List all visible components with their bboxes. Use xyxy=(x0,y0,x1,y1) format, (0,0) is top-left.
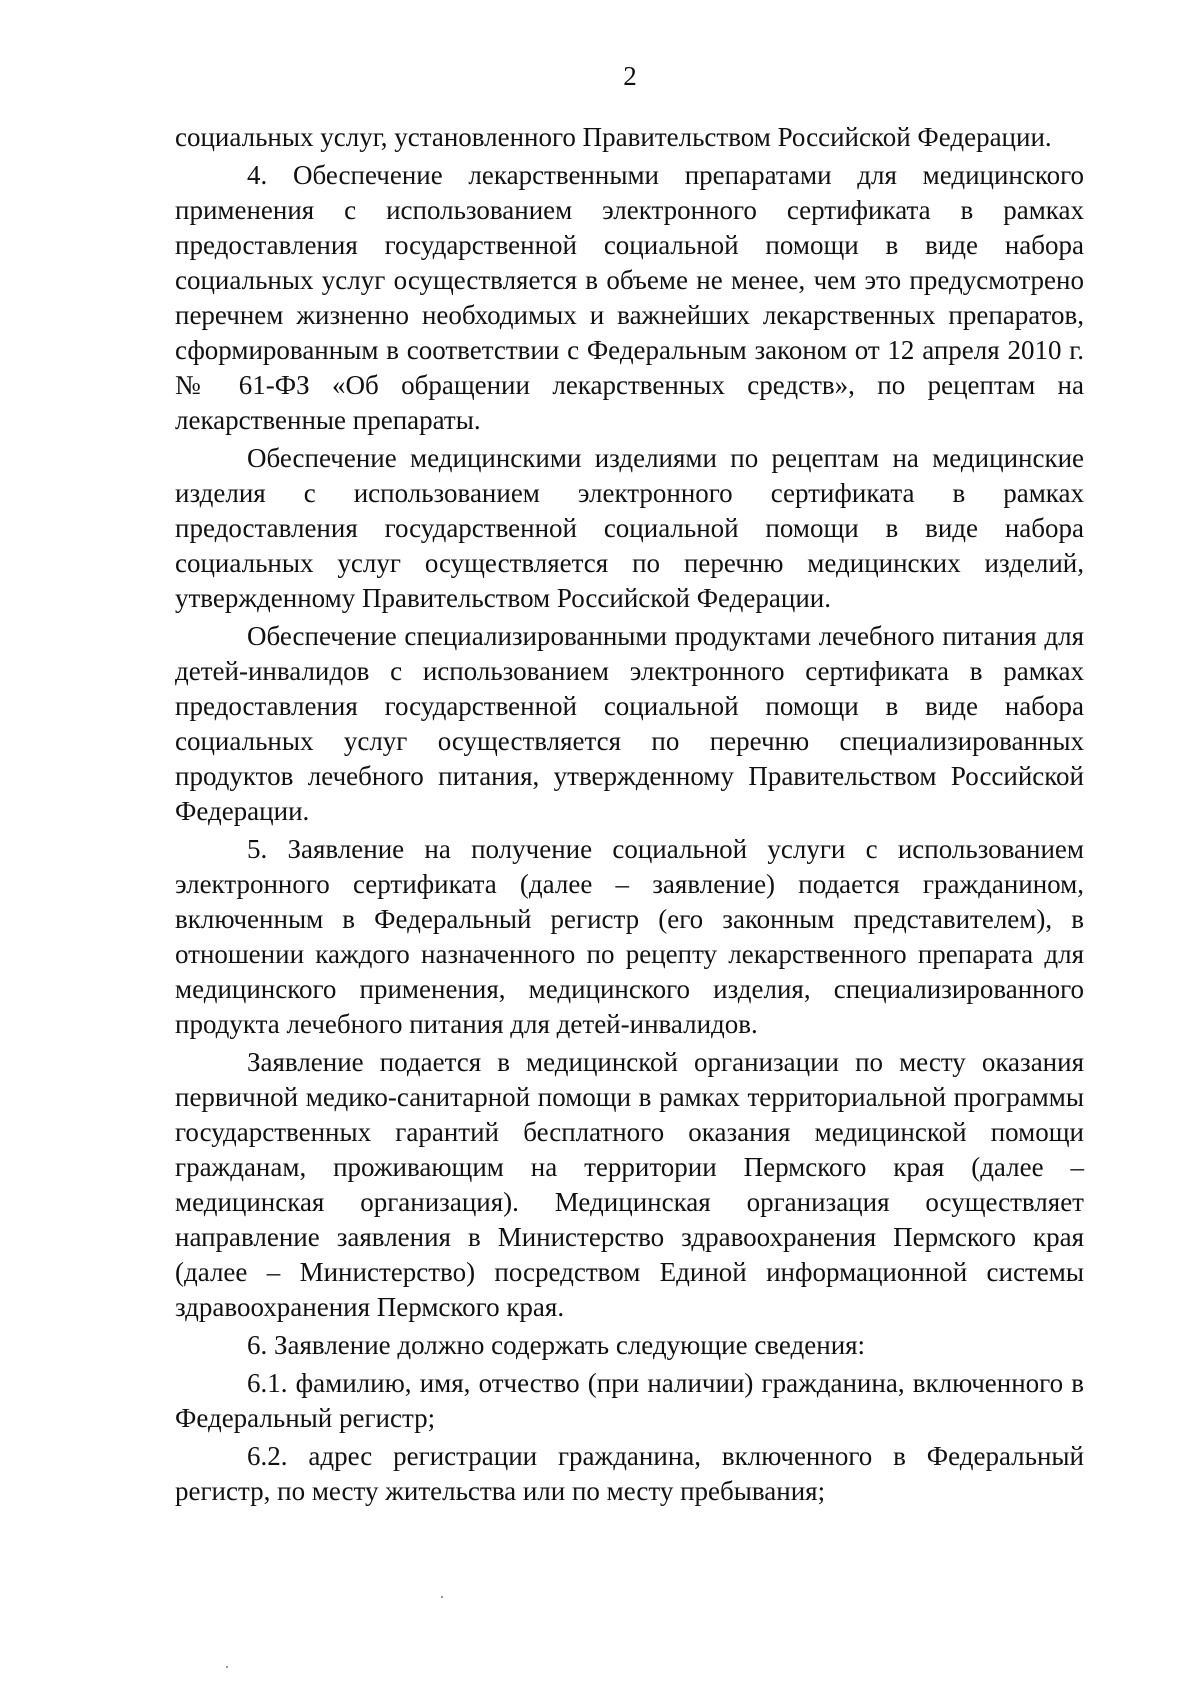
document-body xyxy=(175,120,1084,1512)
page-number: 2 xyxy=(623,61,637,91)
paragraph-nutrition-products: Обеспечение специализированными продуктами лечебного питания для детей-инвалидов с использованием электронного сертификата в рамках предоставления государственной социальной помощи в виде набора социальных услуг осуществляется по перечню специализированных продуктов лечебного питания, утвержденному Правительством Российской Федерации. xyxy=(175,621,1084,826)
paragraph-item-5: 5. Заявление на получение социальной услуги с использованием электронного сертификата (далее – заявление) подается гражданином, включенным в Федеральный регистр (его законным представителем), в отношении каждого назначенного по рецепту лекарственного препарата для медицинского применения, медицинского изделия, специализированного продукта лечебного питания для детей-инвалидов. xyxy=(175,834,1084,1039)
paragraph-item-6-2: 6.2. адрес регистрации гражданина, включенного в Федеральный регистр, по месту жительства или по месту пребывания; xyxy=(175,1441,1084,1506)
scan-artifact xyxy=(226,1666,228,1668)
paragraph-medical-devices: Обеспечение медицинскими изделиями по рецептам на медицинские изделия с использованием электронного сертификата в рамках предоставления государственной социальной помощи в виде набора социальных услуг осуществляется по перечню медицинских изделий, утвержденному Правительством Российской Федерации. xyxy=(175,443,1084,613)
paragraph-application-submission: Заявление подается в медицинской организации по месту оказания первичной медико-санитарной помощи в рамках территориальной программы государственных гарантий бесплатного оказания медицинской помощи гражданам, проживающим на территории Пермского края (далее – медицинская организация). Медицинская организация осуществляет направление заявления в Министерство здравоохранения Пермского края (далее – Министерство) посредством Единой информационной системы здравоохранения Пермского края. xyxy=(175,1047,1084,1322)
paragraph-continuation: социальных услуг, установленного Правительством Российской Федерации. xyxy=(175,122,1052,152)
paragraph-item-4: 4. Обеспечение лекарственными препаратами для медицинского применения с использованием электронного сертификата в рамках предоставления государственной социальной помощи в виде набора социальных услуг осуществляется в объеме не менее, чем это предусмотрено перечнем жизненно необходимых и важнейших лекарственных препаратов, сформированным в соответствии с Федеральным законом от 12 апреля 2010 г. № 61-ФЗ «Об обращении лекарственных средств», по рецептам на лекарственные препараты. xyxy=(175,160,1084,435)
scan-artifact xyxy=(441,1596,443,1598)
paragraph-item-6: 6. Заявление должно содержать следующие сведения: xyxy=(247,1330,866,1360)
paragraph-item-6-1: 6.1. фамилию, имя, отчество (при наличии) гражданина, включенного в Федеральный регистр; xyxy=(175,1368,1084,1433)
